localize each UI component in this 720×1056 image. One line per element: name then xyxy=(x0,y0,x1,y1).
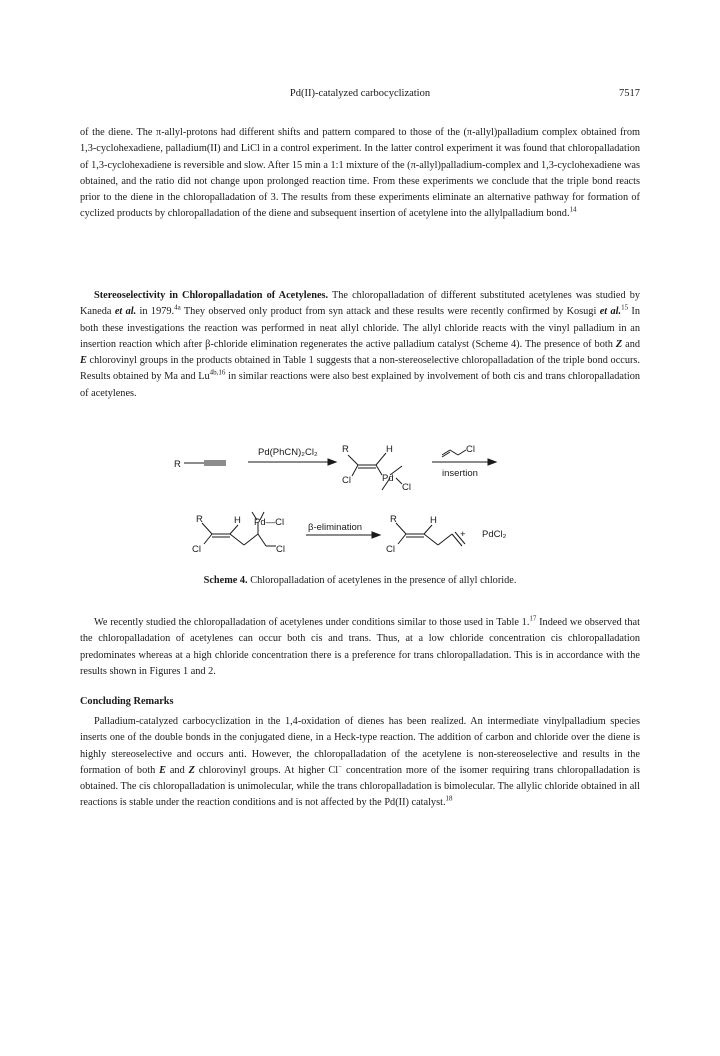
arrow-head-2 xyxy=(488,459,496,465)
z-isomer-label: Z xyxy=(615,338,623,350)
product-cl: Cl xyxy=(192,544,201,555)
product-h-bond xyxy=(230,525,238,534)
reference-14: 14 xyxy=(569,206,577,215)
caption-text: Chloropalladation of acetylenes in the presence of allyl chloride. xyxy=(247,575,517,586)
paragraph-4-text-b: chlorovinyl groups. At higher Cl xyxy=(194,764,339,776)
final-r-bond xyxy=(396,523,406,534)
final-h: H xyxy=(430,515,437,526)
reagent-label: Pd(PhCN)₂Cl₂ xyxy=(258,447,318,458)
reference-17: 17 xyxy=(529,614,537,623)
paragraph-2-text-c: They observed only product from syn attack and these results were recently confirmed by Kosugi xyxy=(180,306,600,318)
intermediate-r: R xyxy=(342,444,349,455)
product-pdcl: Pd—Cl xyxy=(254,517,285,528)
final-chain-2 xyxy=(438,534,452,545)
paragraph-4-text-c: concentration more of the isomer requiring trans chloropalladation is obtained. The cis chloropalladation is unimolecular, while the trans chloropalladation is bimolecular. The allylic chloride obtained in all reactions is stable under the reaction conditions and is not affected by the Pd(II) catalyst. xyxy=(80,764,640,809)
section-heading: Concluding Remarks xyxy=(80,696,174,707)
e-isomer-label: E xyxy=(80,355,87,367)
product-cl-bond xyxy=(204,534,212,544)
paragraph-2-text-e: chlorovinyl groups in the products obtained in Table 1 suggests that a non-stereoselective chloropalladation of the triple bond occurs. Results obtained by Ma and Lu xyxy=(80,355,640,383)
paragraph-2 xyxy=(80,288,640,402)
chain-bond-2 xyxy=(244,534,258,545)
arrow-head-1 xyxy=(328,459,336,465)
and-word: and xyxy=(622,338,640,350)
paragraph-4 xyxy=(80,714,640,812)
paragraph-2-text-f: in similar reactions were also best explained by involvement of both cis and trans chloropalladation of acetylenes. xyxy=(80,371,640,399)
intermediate-cl: Cl xyxy=(342,475,351,486)
scheme-4-diagram xyxy=(80,440,640,570)
paragraph-4-text-a: Palladium-catalyzed carbocyclization in the 1,4-oxidation of dienes has been realized. An intermediate vinylpalladium species inserts one of the double bonds in the conjugated diene, in a Heck-type reaction. The addition of carbon and chloride over the diene is highly stereoselective and occurs anti. However, the chloropalladation of the acetylene is non-stereoselective and results in the formation of both xyxy=(80,716,640,776)
vinyl-h-bond xyxy=(376,453,386,465)
et-al-1: et al. xyxy=(114,306,137,318)
paragraph-3 xyxy=(80,615,640,680)
scheme-caption xyxy=(80,575,640,586)
product-h: H xyxy=(234,515,241,526)
final-r: R xyxy=(390,514,397,525)
pdcl2-byproduct: PdCl₂ xyxy=(482,529,507,540)
reference-18: 18 xyxy=(445,795,453,804)
e-isomer-label-2: E xyxy=(159,764,166,776)
chain-bond-1 xyxy=(230,534,244,545)
allyl-bond-3 xyxy=(458,450,466,455)
et-al-2: et al. xyxy=(599,306,622,318)
intermediate-pd-cl: Cl xyxy=(402,482,411,493)
intermediate-pd: Pd xyxy=(382,473,394,484)
final-h-bond xyxy=(424,525,432,534)
final-cl: Cl xyxy=(386,544,395,555)
product-terminal-cl: Cl xyxy=(276,544,285,555)
allyl-bond-2 xyxy=(450,450,458,455)
paragraph-1 xyxy=(80,125,640,223)
vinyl-r-bond xyxy=(348,455,358,465)
scheme-4-svg xyxy=(80,440,640,570)
insertion-label: insertion xyxy=(442,468,478,479)
intermediate-h: H xyxy=(386,444,393,455)
paragraph-heading: Stereoselectivity in Chloropalladation of Acetylenes. xyxy=(94,290,329,301)
z-isomer-label-2: Z xyxy=(188,764,195,776)
reactant-r: R xyxy=(174,459,181,470)
and-word-2: and xyxy=(165,764,189,776)
final-cl-bond xyxy=(398,534,406,544)
paragraph-1-text: of the diene. The π-allyl-protons had different shifts and pattern compared to those of the (π-allyl)palladium complex obtained from 1,3-cyclohexadiene, palladium(II) and LiCl in a control experiment. In the latter control experiment it was found that chloropalladation of 1,3-cyclohexadiene is reversible and slow. After 15 min a 1:1 mixture of the (π-allyl)palladium-complex and 1,3-cyclohexadiene was obtained, and the ratio did not change upon prolonged reaction time. From these experiments we conclude that the triple bond reacts prior to the diene in the chloropalladation of 3. The results from these experiments eliminate an alternative pathway for formation of cyclized products by chloropalladation of the diene and subsequent insertion of acetylene into the allylpalladium bond. xyxy=(80,127,640,220)
paragraph-2-text-d: In both these investigations the reaction was performed in neat allyl chloride. The allyl chloride reacts with the vinyl palladium in an insertion reaction which after β-chloride elimination regenerates the active palladium catalyst (Scheme 4). The presence of both xyxy=(80,306,640,350)
running-title: Pd(II)-catalyzed carbocyclization xyxy=(289,88,431,99)
running-header xyxy=(80,88,640,104)
paragraph-3-text-b: Indeed we observed that the chloropalladation of acetylenes can occur both cis and trans. Thus, at a low chloride concentration cis chloropalladation predominates whereas at a high chloride concentration there is a preference for trans chloropalladation. This is in accordance with the results shown in Figures 1 and 2. xyxy=(80,617,640,677)
product-r: R xyxy=(196,514,203,525)
reference-15: 15 xyxy=(621,303,629,312)
arrow-head-3 xyxy=(372,532,380,538)
vinyl-cl-bond xyxy=(352,465,358,476)
paragraph-3-text-a: We recently studied the chloropalladation of acetylenes under conditions similar to those used in Table 1. xyxy=(94,617,530,628)
beta-elimination-label: β-elimination xyxy=(308,522,363,533)
reference-4b-16: 4b,16 xyxy=(209,369,226,378)
paragraph-2-text-a: The chloropalladation of different substituted acetylenes was studied by Kaneda xyxy=(80,290,640,318)
final-chain-1 xyxy=(424,534,438,545)
page-number: 7517 xyxy=(619,88,640,99)
chain-bond-3 xyxy=(258,534,266,546)
plus-sign: + xyxy=(460,529,466,540)
allyl-cl: Cl xyxy=(466,444,475,455)
paragraph-2-text-b: in 1979. xyxy=(136,306,175,318)
chloride-charge: − xyxy=(338,762,343,771)
reference-4a: 4a xyxy=(174,303,181,312)
caption-label: Scheme 4. xyxy=(203,575,248,586)
product-r-bond xyxy=(202,523,212,534)
